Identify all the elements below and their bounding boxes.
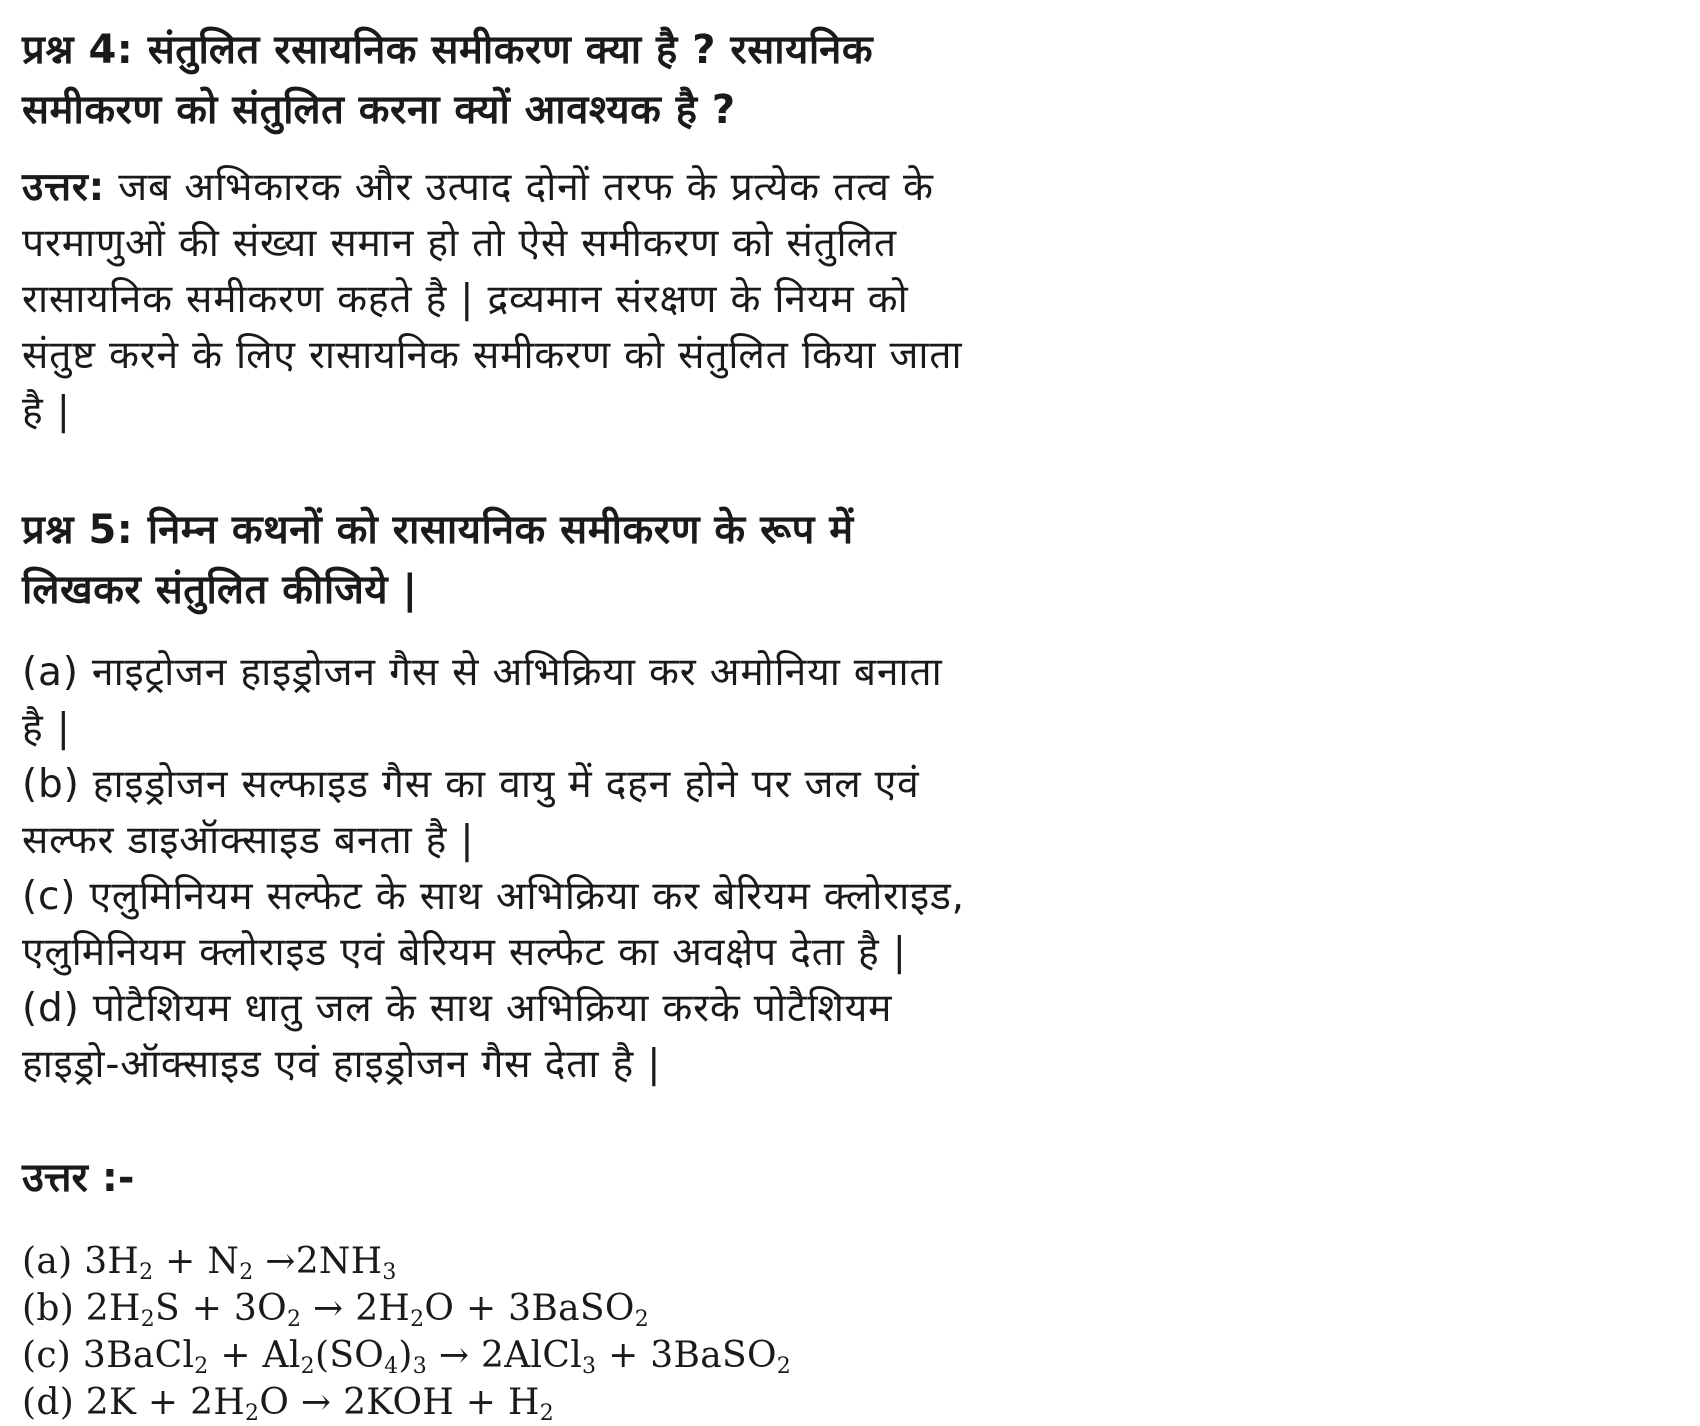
question-4-line: समीकरण को संतुलित करना क्यों आवश्यक है ? xyxy=(22,87,736,133)
equation-a: (a) $3H_2 + N_2 \to 2NH_3$ xyxy=(22,1241,397,1285)
part-line: (d) पोटैशियम धातु जल के साथ अभिक्रिया करके पोटैशियम xyxy=(22,986,893,1031)
equation-c: (c) 3BaCl$_2$ + $Al_2(SO_4)_3$ → 2AlCl$_3$ + 3BaSO$_2$ xyxy=(22,1335,792,1379)
subscript: 2 xyxy=(239,1260,254,1285)
question-4 xyxy=(22,20,873,140)
part-line: (c) एलुमिनियम सल्फेट के साथ अभिक्रिया कर बेरियम क्लोराइड, xyxy=(22,874,965,919)
answer-label: उत्तर: xyxy=(22,165,106,210)
subscript: 2 xyxy=(286,1307,302,1332)
answer-4-line: रासायनिक समीकरण कहते है | द्रव्यमान संरक्षण के नियम को xyxy=(22,277,909,322)
part-line: एलुमिनियम क्लोराइड एवं बेरियम सल्फेट का अवक्षेप देता है | xyxy=(22,930,907,975)
subscript: 2 xyxy=(634,1307,649,1332)
subscript: 2 xyxy=(194,1354,209,1379)
subscript: 2 xyxy=(245,1401,260,1426)
subscript: 2 xyxy=(410,1307,425,1332)
answer-4-line: परमाणुओं की संख्या समान हो तो ऐसे समीकरण को संतुलित xyxy=(22,221,897,266)
answer-4-line: संतुष्ट करने के लिए रासायनिक समीकरण को संतुलित किया जाता xyxy=(22,333,963,378)
subscript: 2 xyxy=(776,1354,792,1379)
subscript: 3 xyxy=(582,1354,597,1379)
equation-d: (d) $2K + 2H_2O \to 2KOH + H_2$ xyxy=(22,1382,555,1426)
subscript: 3 xyxy=(382,1260,397,1285)
part-line: है | xyxy=(22,706,71,751)
question-5-line: प्रश्न 5: निम्न कथनों को रासायनिक समीकरण के रूप में xyxy=(22,507,854,553)
answer-4-line: है | xyxy=(22,389,71,434)
question-4-line: प्रश्न 4: संतुलित रसायनिक समीकरण क्या है ? रसायनिक xyxy=(22,27,874,73)
question-5-parts xyxy=(22,645,965,1093)
subscript: 4 xyxy=(384,1354,399,1379)
answer-4-line: उत्तर: जब अभिकारक और उत्पाद दोनों तरफ के प्रत्येक तत्व के xyxy=(22,165,934,210)
subscript: 2 xyxy=(139,1260,154,1285)
subscript: 2 xyxy=(300,1354,315,1379)
part-line: सल्फर डाइऑक्साइड बनता है | xyxy=(22,818,475,863)
part-line: हाइड्रो-ऑक्साइड एवं हाइड्रोजन गैस देता है | xyxy=(22,1042,662,1087)
part-line: (b) हाइड्रोजन सल्फाइड गैस का वायु में दहन होने पर जल एवं xyxy=(22,762,920,807)
question-5-line: लिखकर संतुलित कीजिये | xyxy=(22,567,418,613)
subscript: 3 xyxy=(412,1354,428,1379)
answer-heading: उत्तर :- xyxy=(22,1155,135,1201)
subscript: 2 xyxy=(140,1307,155,1332)
subscript: 2 xyxy=(539,1401,555,1426)
question-5 xyxy=(22,500,854,620)
answer-4 xyxy=(22,160,962,440)
equation-b: (b) $2H_2S + 3O_2 \to 2H_2O$ + 3BaSO$_2$ xyxy=(22,1288,649,1332)
equations xyxy=(22,1238,791,1426)
part-line: (a) नाइट्रोजन हाइड्रोजन गैस से अभिक्रिया कर अमोनिया बनाता xyxy=(22,650,943,695)
